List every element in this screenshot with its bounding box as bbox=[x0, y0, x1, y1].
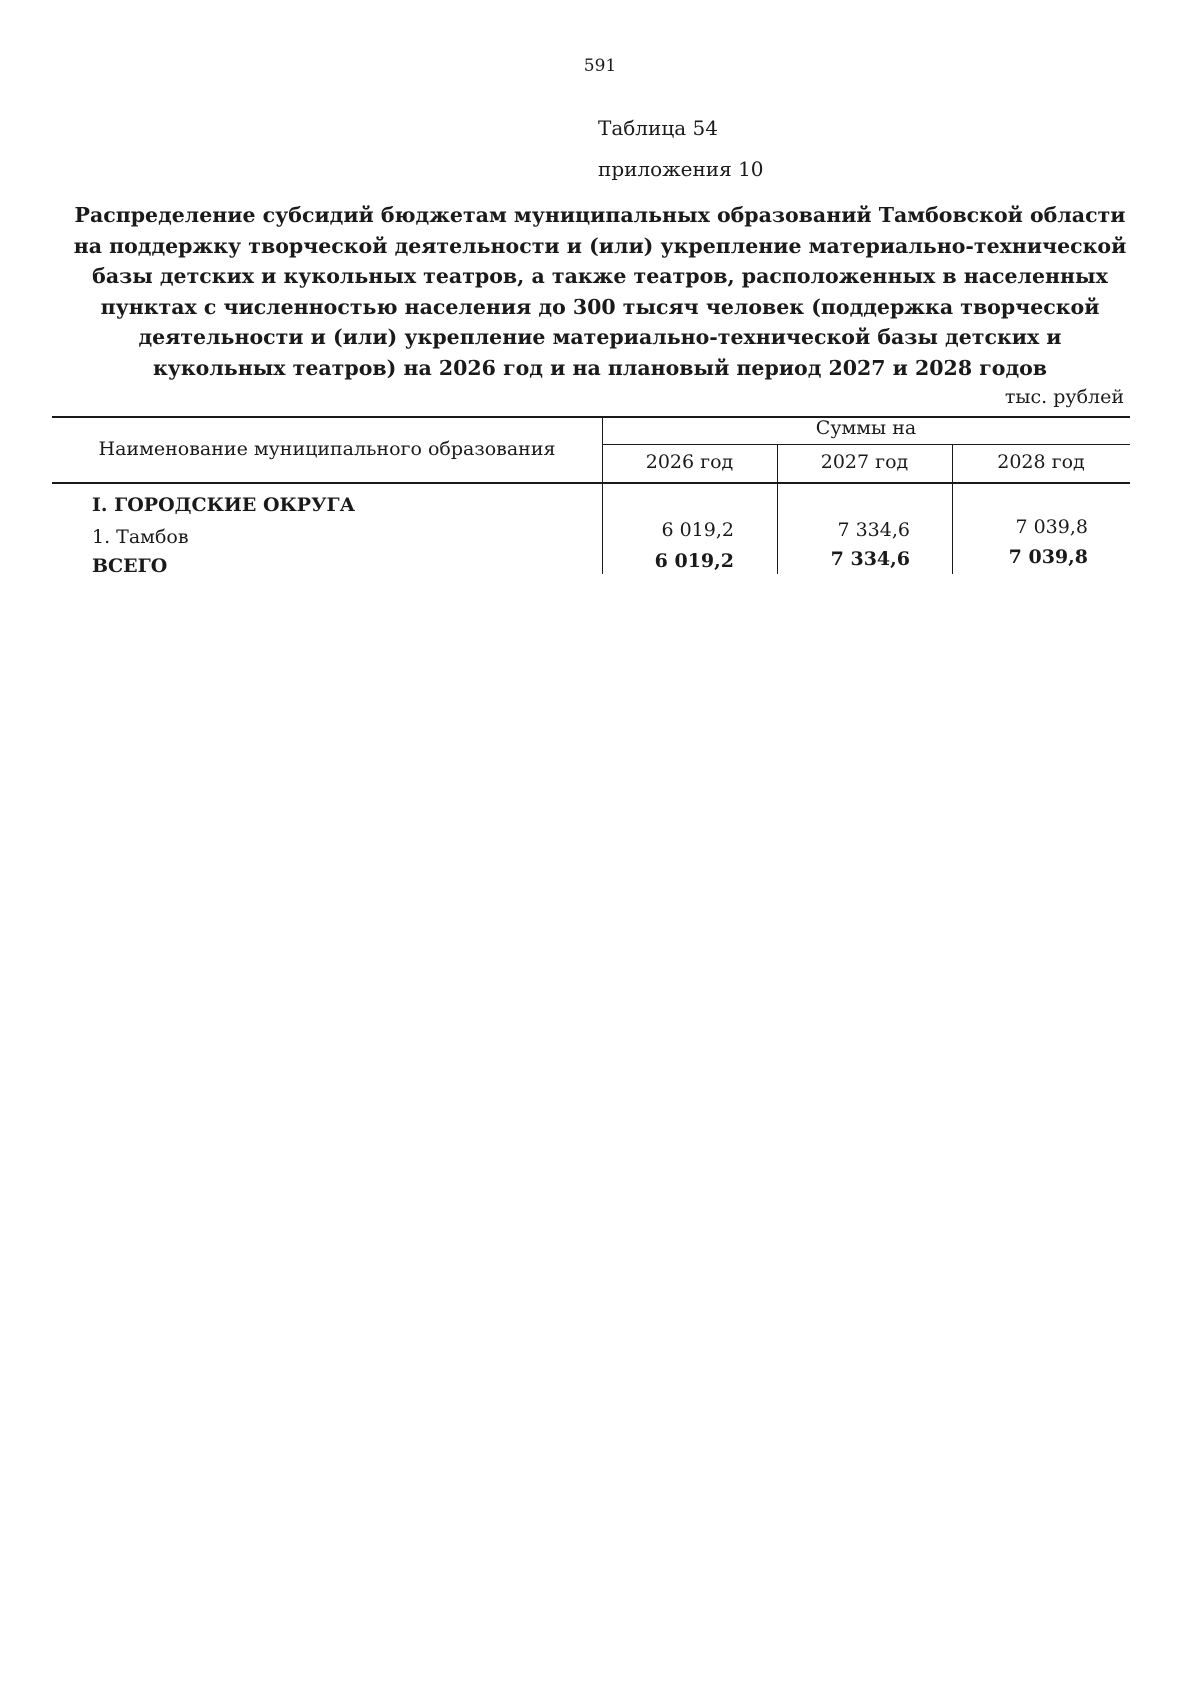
page-number: 591 bbox=[583, 56, 617, 76]
header-group-cell: Суммы на bbox=[815, 417, 917, 439]
header-bottom-rule bbox=[52, 482, 1130, 484]
document-title: Распределение субсидий бюджетам муниципальных образований Тамбовской области на поддержку творческой деятельности и (или) укрепление материально-технической базы детских и кукольных театров, а также театров, расположенных в населенных пунктах с численностью населения до 300 тысяч человек (поддержка творческой деятельности и (или) укрепление материально-технической базы детских и кукольных театров) на 2026 год и на плановый период 2027 и 2028 годов bbox=[73, 203, 1127, 380]
total-value-2028: 7 039,8 bbox=[1008, 546, 1088, 568]
table-ref-number: Таблица 54 bbox=[598, 116, 718, 140]
units-label: тыс. рублей bbox=[1004, 386, 1124, 408]
row-name: 1. Тамбов bbox=[92, 526, 189, 548]
table-ref-appendix: приложения 10 bbox=[598, 157, 764, 181]
group-header-rule bbox=[602, 444, 1130, 445]
header-year-2028: 2028 год bbox=[997, 451, 1085, 473]
section-heading: I. ГОРОДСКИЕ ОКРУГА bbox=[92, 494, 356, 516]
row-value-2028: 7 039,8 bbox=[1015, 516, 1088, 538]
row-value-2026: 6 019,2 bbox=[661, 519, 734, 541]
total-value-2027: 7 334,6 bbox=[830, 548, 910, 570]
header-year-2027: 2027 год bbox=[820, 451, 909, 473]
header-year-2026: 2026 год bbox=[645, 451, 734, 473]
header-name-cell: Наименование муниципального образования bbox=[98, 438, 556, 460]
row-value-2027: 7 334,6 bbox=[837, 519, 910, 541]
total-value-2026: 6 019,2 bbox=[654, 550, 734, 572]
total-label: ВСЕГО bbox=[92, 555, 168, 577]
